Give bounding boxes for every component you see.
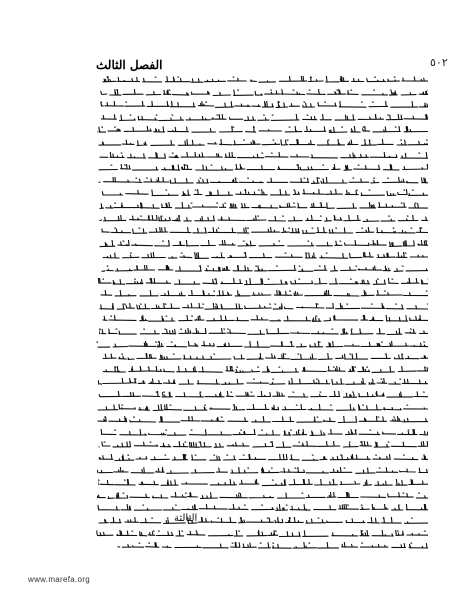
ink-strokes: [98, 479, 428, 486]
script-line: [97, 278, 428, 286]
script-line-strokes: [100, 366, 428, 374]
ink-strokes: [97, 164, 428, 170]
footer-url: www.marefa.org: [28, 575, 90, 584]
script-line: [100, 366, 428, 374]
ink-strokes: [101, 315, 428, 321]
catchword: الثالثة: [174, 513, 198, 524]
script-line: [99, 290, 428, 298]
script-line: [98, 202, 428, 210]
ink-strokes: [96, 341, 428, 347]
script-line: [100, 227, 428, 235]
script-line-strokes: [116, 542, 428, 550]
script-line-strokes: [96, 341, 428, 349]
script-line-strokes: [98, 202, 428, 210]
script-line: [97, 126, 428, 134]
ink-strokes: [98, 416, 428, 423]
script-line-strokes: [96, 454, 428, 462]
script-line-strokes: [98, 391, 428, 399]
script-line-strokes: [97, 139, 428, 147]
script-line-strokes: [97, 278, 428, 286]
ink-strokes: [100, 265, 428, 271]
script-line-strokes: [97, 441, 428, 449]
script-line: [98, 391, 428, 399]
ink-strokes: [100, 303, 428, 309]
script-line-strokes: [96, 404, 428, 412]
ink-strokes: [98, 240, 428, 247]
ink-strokes: [98, 404, 428, 411]
script-line-strokes: [98, 303, 428, 311]
ink-strokes: [98, 378, 428, 384]
script-line: [97, 139, 428, 147]
script-line-strokes: [99, 290, 428, 298]
script-line: [99, 114, 428, 122]
script-line: [97, 467, 428, 475]
manuscript-page: [96, 52, 428, 552]
ink-strokes: [97, 517, 428, 523]
script-line-strokes: [101, 189, 428, 197]
page-number: ٥٠٢: [430, 56, 448, 69]
script-line: [96, 530, 428, 538]
script-line: [100, 429, 428, 437]
ink-strokes: [97, 441, 428, 447]
ink-strokes: [98, 278, 428, 285]
script-line: [101, 189, 428, 197]
ink-strokes: [103, 366, 428, 372]
script-line: [116, 542, 428, 550]
ink-strokes: [98, 152, 428, 158]
script-line: [96, 341, 428, 349]
script-line-strokes: [97, 467, 428, 475]
script-line: [98, 303, 428, 311]
ink-strokes: [100, 227, 428, 233]
script-line: [101, 315, 428, 323]
script-line-strokes: [98, 240, 428, 248]
script-line: [101, 353, 428, 361]
ink-strokes: [101, 429, 428, 436]
heading-line: [96, 58, 428, 72]
chapter-heading: الفصل الثالث: [96, 58, 163, 72]
script-line-strokes: [98, 378, 428, 386]
ink-strokes: [101, 114, 428, 121]
ink-strokes: [99, 290, 428, 296]
script-line: [100, 101, 428, 109]
script-line-strokes: [97, 492, 428, 500]
ink-strokes: [99, 454, 428, 461]
script-line: [96, 404, 428, 412]
script-line: [98, 152, 428, 160]
script-line: [97, 492, 428, 500]
ink-strokes: [100, 89, 428, 96]
script-line-strokes: [100, 227, 428, 235]
script-line-strokes: [99, 328, 428, 336]
script-line-strokes: [101, 252, 428, 260]
ink-strokes: [99, 328, 428, 335]
script-line: [97, 164, 428, 172]
script-line-strokes: [101, 315, 428, 323]
ink-strokes: [98, 504, 428, 510]
ink-strokes: [101, 252, 428, 258]
script-line-strokes: [98, 479, 428, 487]
script-line-strokes: [100, 101, 428, 109]
ink-strokes: [97, 177, 428, 183]
script-line-strokes: [96, 530, 428, 538]
script-line-strokes: [100, 89, 428, 97]
script-line-strokes: [97, 517, 428, 525]
script-line: [97, 504, 428, 512]
script-line: [96, 416, 428, 424]
ink-strokes: [103, 76, 428, 82]
script-line-strokes: [101, 76, 428, 84]
manuscript-text-block: [96, 52, 428, 557]
script-line: [96, 454, 428, 462]
ink-strokes: [100, 101, 428, 107]
ink-strokes: [103, 353, 428, 360]
script-line-strokes: [97, 126, 428, 134]
ink-strokes: [96, 530, 428, 537]
ink-strokes: [98, 202, 428, 208]
script-line: [101, 252, 428, 260]
script-line: [97, 517, 428, 525]
ink-strokes: [99, 391, 428, 397]
script-line-strokes: [96, 416, 428, 424]
script-line-strokes: [99, 114, 428, 122]
ink-strokes: [98, 215, 428, 221]
script-line-strokes: [101, 353, 428, 361]
script-line: [101, 76, 428, 84]
script-line: [98, 378, 428, 386]
script-line-strokes: [100, 429, 428, 437]
ink-strokes: [97, 139, 428, 146]
script-line: [98, 240, 428, 248]
ink-strokes: [97, 467, 428, 473]
script-line-strokes: [97, 164, 428, 172]
script-line: [98, 215, 428, 223]
script-line: [100, 265, 428, 273]
script-line: [99, 328, 428, 336]
ink-strokes: [97, 126, 428, 132]
script-line: [100, 89, 428, 97]
ink-strokes: [102, 189, 428, 196]
script-line-strokes: [97, 504, 428, 512]
script-line: [97, 441, 428, 449]
script-line-strokes: [98, 215, 428, 223]
ink-strokes: [97, 492, 428, 499]
script-line: [98, 479, 428, 487]
script-line: [97, 177, 428, 185]
script-line-strokes: [97, 177, 428, 185]
script-line-strokes: [100, 265, 428, 273]
ink-strokes: [116, 542, 428, 548]
script-line-strokes: [98, 152, 428, 160]
